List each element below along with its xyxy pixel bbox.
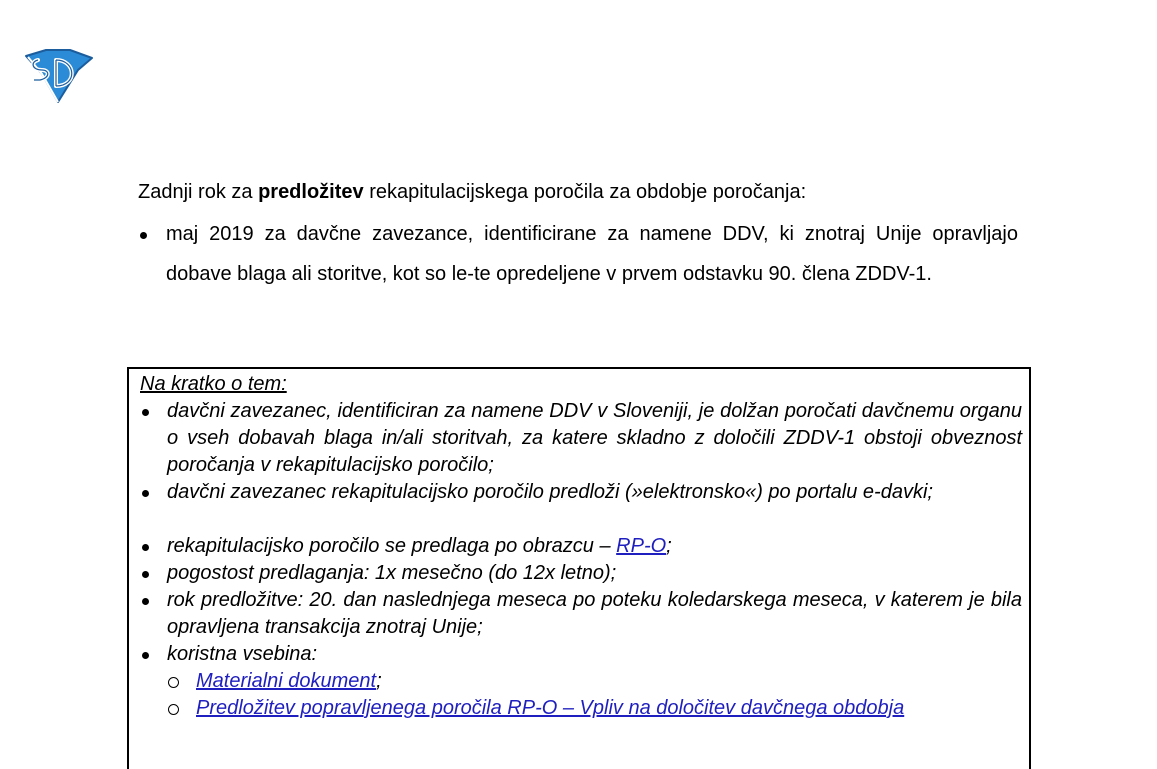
- deadline-title-post: rekapitulacijskega poročila za obdobje poročanja:: [363, 181, 807, 203]
- circle-bullet-icon: [168, 677, 179, 688]
- bullet-icon: [142, 571, 149, 578]
- list-spacer: [140, 506, 1022, 533]
- bullet-icon: [142, 490, 149, 497]
- resource-item-end: ;: [376, 670, 382, 692]
- deadline-title-pre: Zadnji rok za: [138, 181, 259, 203]
- sd-shield-logo-icon: [20, 48, 96, 104]
- deadline-section: [138, 178, 1018, 294]
- summary-item-text: koristna vsebina:: [167, 643, 318, 665]
- rp-o-form-link[interactable]: RP-O: [616, 535, 667, 557]
- summary-item-deadline: [140, 587, 1022, 641]
- deadline-title-bold: predložitev: [258, 181, 364, 203]
- summary-box-title: Na kratko o tem:: [140, 373, 287, 395]
- bullet-icon: [142, 409, 149, 416]
- deadline-list: [138, 214, 1018, 294]
- summary-item-submission: [140, 479, 1022, 506]
- summary-item-resources: [140, 641, 1022, 722]
- deadline-item-text: maj 2019 za davčne zavezance, identificirane za namene DDV, ki znotraj Unije opravljajo dobave blaga ali storitve, kot so le-te opredeljene v prvem odstavku 90. člena ZDDV-1.: [166, 223, 1018, 285]
- material-document-link[interactable]: Materialni dokument: [196, 670, 377, 692]
- resource-item-material-document: [167, 668, 1022, 695]
- summary-list: [140, 398, 1022, 722]
- sd-logo: [20, 48, 96, 104]
- summary-box: [127, 367, 1031, 769]
- summary-item-text: davčni zavezanec, identificiran za namene DDV v Sloveniji, je dolžan poročati davčnemu organu o vseh dobavah blaga in/ali storitvah, za katere skladno z določili ZDDV-1 obstoji obveznost poročanja v rekapitulacijsko poročilo;: [167, 400, 1022, 476]
- summary-item-text: pogostost predlaganja: 1x mesečno (do 12x letno);: [167, 562, 617, 584]
- summary-item-frequency: [140, 560, 1022, 587]
- summary-item-text: rok predložitve: 20. dan naslednjega meseca po poteku koledarskega meseca, v katerem je bila opravljena transakcija znotraj Unije;: [167, 589, 1022, 638]
- circle-bullet-icon: [168, 704, 179, 715]
- bullet-icon: [142, 544, 149, 551]
- resource-item-corrected-report: [167, 695, 1022, 722]
- summary-item-text: davčni zavezanec rekapitulacijsko poročilo predloži (»elektronsko«) po portalu e-davki;: [167, 481, 933, 503]
- bullet-icon: [142, 652, 149, 659]
- deadline-title: [138, 178, 1018, 206]
- deadline-list-item: [138, 214, 1018, 294]
- corrected-report-link[interactable]: Predložitev popravljenega poročila RP-O – Vpliv na določitev davčnega obdobja: [196, 697, 905, 719]
- resources-sublist: [167, 668, 1022, 722]
- bullet-icon: [140, 232, 147, 239]
- summary-item-form: [140, 533, 1022, 560]
- summary-item-text: rekapitulacijsko poročilo se predlaga po obrazcu –: [167, 535, 617, 557]
- summary-item-text-end: ;: [666, 535, 672, 557]
- bullet-icon: [142, 598, 149, 605]
- summary-item-obligation: [140, 398, 1022, 479]
